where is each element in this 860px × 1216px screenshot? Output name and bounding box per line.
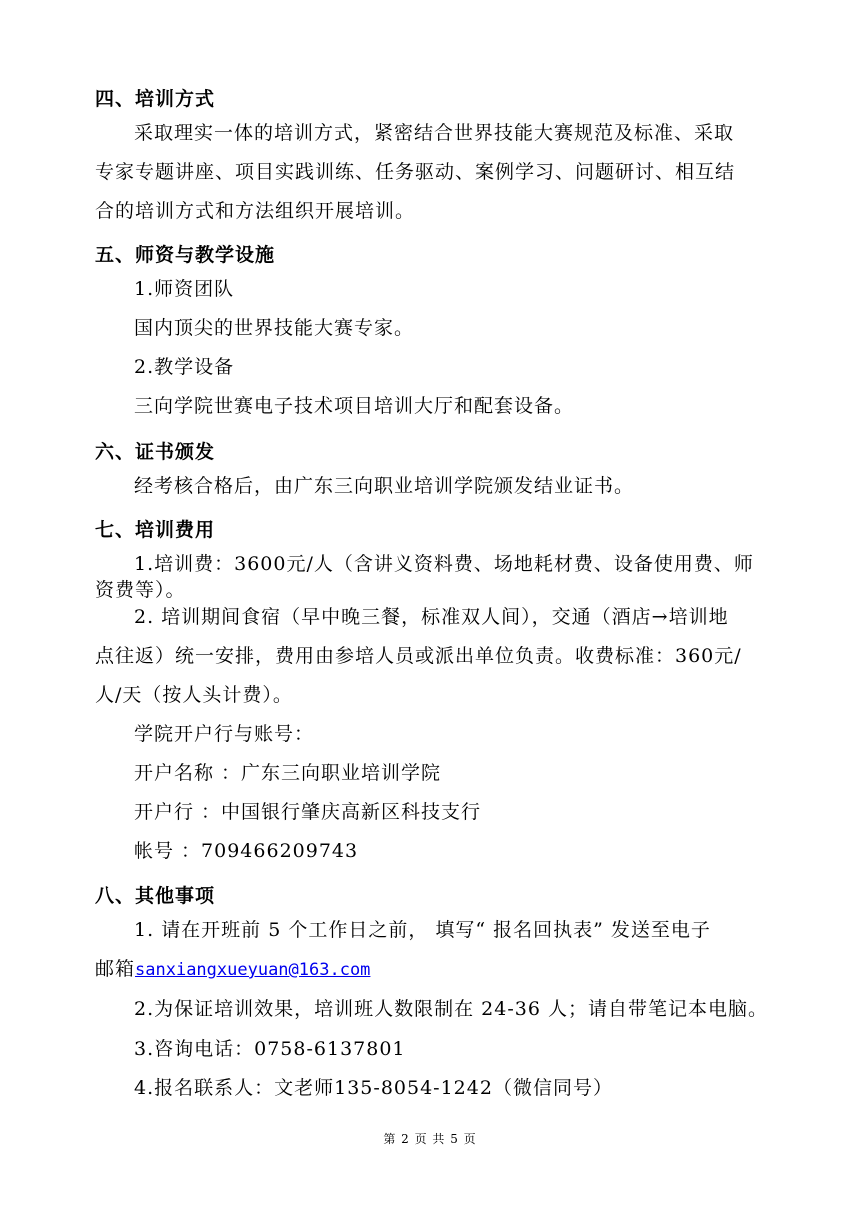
page-footer: 第 2 页 共 5 页: [383, 1132, 477, 1146]
account-name: 开户名称 ：广东三向职业培训学院: [134, 762, 442, 784]
fee-item-2-line-1: 2. 培训期间食宿（早中晚三餐，标准双人间），交通（酒店→培训地: [134, 606, 729, 628]
equipment-item-text: 三向学院世赛电子技术项目培训大厅和配套设备。: [134, 395, 575, 417]
training-method-line-2: 专家专题讲座、项目实践训练、任务驱动、案例学习、问题研讨、相互结: [95, 161, 736, 183]
other-item-1-line-2: [95, 960, 370, 979]
account-title: 学院开户行与账号：: [134, 723, 315, 745]
other-item-4: 4.报名联系人：文老师135-8054-1242（微信同号）: [134, 1077, 613, 1099]
section-heading-other-matters: 八、其他事项: [95, 885, 216, 907]
email-link[interactable]: sanxiangxueyuan@163.com: [135, 960, 371, 980]
email-prefix: 邮箱: [95, 958, 136, 980]
account-number: 帐号 ：709466209743: [134, 840, 359, 862]
fee-item-1-line-2: 资费等）。: [95, 579, 186, 601]
fee-item-2-line-3: 人/天（按人头计费）。: [95, 684, 293, 706]
equipment-item-title: 2.教学设备: [134, 356, 235, 378]
section-heading-certificate: 六、证书颁发: [95, 441, 216, 463]
section-heading-training-method: 四、培训方式: [95, 88, 216, 110]
faculty-item-text: 国内顶尖的世界技能大赛专家。: [134, 317, 415, 339]
section-heading-training-fee: 七、培训费用: [95, 519, 216, 541]
other-item-2: 2.为保证培训效果，培训班人数限制在 24-36 人；请自带笔记本电脑。: [134, 998, 768, 1020]
faculty-item-title: 1.师资团队: [134, 278, 235, 300]
fee-item-2-line-2: 点往返）统一安排，费用由参培人员或派出单位负责。收费标准：360元/: [95, 645, 742, 667]
other-item-1-line-1: 1. 请在开班前 5 个工作日之前， 填写“ 报名回执表” 发送至电子: [134, 919, 711, 941]
section-heading-faculty-facilities: 五、师资与教学设施: [95, 244, 276, 266]
fee-item-1-line-1: 1.培训费：3600元/人（含讲义资料费、场地耗材费、设备使用费、师: [134, 553, 754, 575]
training-method-line-1: 采取理实一体的培训方式，紧密结合世界技能大赛规范及标准、采取: [134, 122, 735, 144]
training-method-line-3: 合的培训方式和方法组织开展培训。: [95, 200, 416, 222]
certificate-text: 经考核合格后，由广东三向职业培训学院颁发结业证书。: [134, 475, 635, 497]
other-item-3: 3.咨询电话：0758-6137801: [134, 1038, 406, 1060]
bank-name: 开户行 ：中国银行肇庆高新区科技支行: [134, 801, 482, 823]
